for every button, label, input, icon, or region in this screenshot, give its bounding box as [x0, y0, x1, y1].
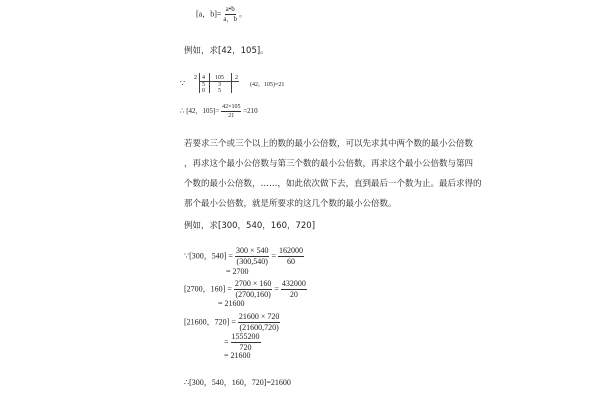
- step-3-line-2: [224, 333, 261, 352]
- step-1-num2: 162000: [278, 246, 303, 255]
- step-2-fraction-1: [234, 280, 273, 299]
- result-1-left: [42，105]=: [186, 107, 220, 116]
- division-left-3: 0: [202, 88, 205, 94]
- division-bar-mid: [209, 73, 210, 93]
- step-1-den1: (300,540): [236, 257, 268, 266]
- step-1-fraction-2: [278, 247, 304, 266]
- step-1-fraction-1: [235, 247, 270, 266]
- result-1-fraction: [221, 104, 241, 119]
- formula-tail: 。: [239, 9, 247, 19]
- calc-step-3: [184, 313, 280, 332]
- paragraph-line-4: 那个最小公倍数，就是所要求的这几个数的最小公倍数。: [184, 199, 397, 209]
- step-2-num1: 2700 × 160: [234, 279, 272, 288]
- step-3-den1: (21600,720): [239, 323, 279, 332]
- result-1-numerator: 42×105: [222, 104, 241, 110]
- example-2: 例如，求[300，540，160，720]: [184, 221, 316, 231]
- paragraph-line-2: ，再求这个最小公倍数与第三个数的最小公倍数，再求这个最小公倍数与第四: [184, 159, 474, 169]
- division-trail: 2: [235, 75, 238, 81]
- step-1-prefix: ∵[300，540]: [184, 251, 227, 261]
- step-2-eq2: =: [274, 284, 279, 294]
- step-2-den1: (2700,160): [235, 290, 271, 299]
- because-symbol: ∵: [180, 79, 186, 88]
- formula-numerator: a•b: [225, 5, 235, 13]
- paragraph: [184, 134, 482, 214]
- step-3-result: = 21600: [224, 351, 251, 360]
- step-3-eq2: =: [224, 337, 229, 347]
- division-divisor: 2: [194, 75, 197, 81]
- step-2-den2: 20: [289, 290, 298, 299]
- step-1-num1: 300 × 540: [235, 246, 269, 255]
- formula-denominator: a，b: [223, 15, 237, 23]
- result-1: [180, 104, 258, 119]
- step-3-fraction-2: [231, 333, 261, 352]
- step-1-eq2: =: [271, 251, 276, 261]
- division-left-1: 4: [202, 75, 205, 81]
- conclusion: ∴[300，540，160，720]=21600: [184, 378, 291, 387]
- division-right-1: 105: [215, 75, 224, 81]
- step-3-den2: 720: [239, 343, 252, 352]
- result-1-denominator: 21: [228, 113, 235, 119]
- gcd-note: (42，105)=21: [250, 82, 285, 88]
- lcm-formula: [196, 6, 247, 23]
- step-3-eq1: =: [231, 317, 236, 327]
- paragraph-line-3: 个数的最小公倍数，……，如此依次做下去，直到最后一个数为止。最后求得的: [184, 179, 482, 189]
- step-3-prefix: [21600，720]: [184, 317, 230, 327]
- step-3-num2: 1555200: [231, 332, 260, 341]
- paragraph-line-1: 若要求三个或三个以上的数的最小公倍数，可以先求其中两个数的最小公倍数: [184, 139, 474, 149]
- step-3-num1: 21600 × 720: [238, 312, 280, 321]
- division-bar-right: [231, 73, 232, 93]
- step-2-num2: 432000: [281, 279, 306, 288]
- formula-left: [a，b]=: [196, 9, 222, 19]
- step-2-fraction-2: [281, 280, 307, 299]
- example-1: 例如，求[42，105]。: [184, 46, 269, 56]
- result-1-right: =210: [243, 107, 258, 116]
- division-left-2: 5: [202, 82, 205, 88]
- division-right-3: 5: [218, 88, 221, 94]
- division-bar-left: [199, 73, 200, 93]
- therefore-symbol: ∴: [180, 107, 185, 116]
- calc-step-1: [184, 247, 304, 266]
- step-1-result: = 2700: [226, 267, 249, 276]
- step-2-eq1: =: [227, 284, 232, 294]
- step-3-fraction-1: [238, 313, 281, 332]
- division-right-2: 3: [218, 82, 221, 88]
- formula-fraction: [223, 6, 237, 23]
- short-division: [180, 73, 300, 99]
- calc-step-2: [184, 280, 307, 299]
- step-2-prefix: [2700，160]: [184, 284, 226, 294]
- step-1-den2: 60: [286, 257, 295, 266]
- step-2-result: = 21600: [218, 299, 245, 308]
- step-1-eq1: =: [228, 251, 233, 261]
